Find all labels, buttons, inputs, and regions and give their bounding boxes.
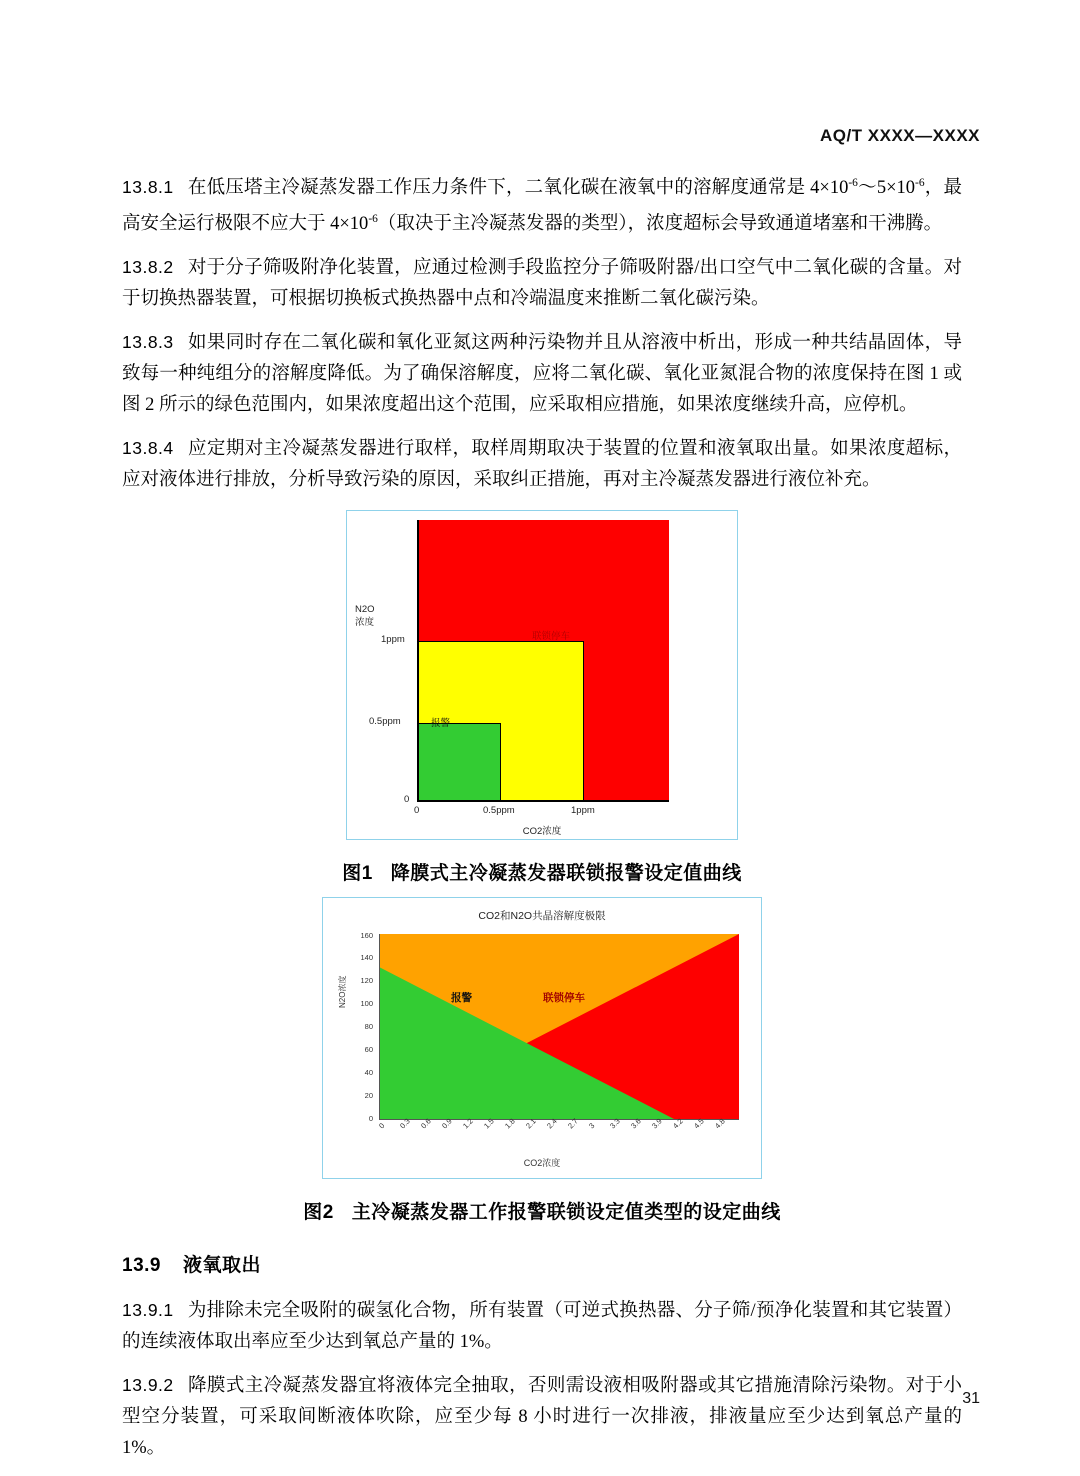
figure-2-x-tick-15: 1.5 xyxy=(482,1116,496,1131)
figure-2-x-tick-33: 3.3 xyxy=(608,1116,622,1131)
figure-2-y-tick-20: 20 xyxy=(364,1091,373,1101)
paragraph-13-9-2 xyxy=(122,1370,962,1464)
figure-1-caption-text: 降膜式主冷凝蒸发器联锁报警设定值曲线 xyxy=(390,863,742,885)
paragraph-text: 对于分子筛吸附净化装置，应通过检测手段监控分子筛吸附器/出口空气中二氧化碳的含量。对于切换热器装置，可根据切换板式换热器中点和冷端温度来推断二氧化碳污染。 xyxy=(122,258,962,310)
figure-2-caption-text: 主冷凝蒸发器工作报警联锁设定值类型的设定曲线 xyxy=(351,1202,781,1224)
paragraph-number: 13.8.1 xyxy=(122,177,174,198)
figure-1-x-axis xyxy=(417,800,669,802)
document-body xyxy=(122,168,962,1476)
figure-1-region-safe xyxy=(417,723,501,801)
paragraph-number: 13.8.2 xyxy=(122,257,174,278)
figure-2-x-tick-3: 3 xyxy=(587,1121,597,1131)
figure-2-x-tick-27: 2.7 xyxy=(566,1116,580,1131)
figure-2-wrapper xyxy=(122,897,962,1179)
figure-1-y-axis xyxy=(417,520,419,801)
figure-2-region-safe xyxy=(379,967,674,1119)
figure-1-plot-area xyxy=(417,520,669,801)
figure-1-y-tick-1ppm: 1ppm xyxy=(381,634,405,646)
paragraph-13-8-2 xyxy=(122,252,962,315)
figure-2-x-tick-42: 4.2 xyxy=(671,1116,685,1131)
figure-2-x-tick-03: 0.3 xyxy=(398,1116,412,1131)
paragraph-13-8-3 xyxy=(122,327,962,421)
figure-2-x-tick-09: 0.9 xyxy=(440,1116,454,1131)
figure-2-x-tick-24: 2.4 xyxy=(545,1116,559,1131)
figure-2-x-tick-36: 3.6 xyxy=(629,1116,643,1131)
figure-2-x-tick-45: 4.5 xyxy=(692,1116,706,1131)
figure-2-x-tick-18: 1.8 xyxy=(503,1116,517,1131)
page-number: 31 xyxy=(962,1390,980,1407)
figure-2-x-tick-21: 2.1 xyxy=(524,1116,538,1131)
figure-2-chart-title: CO2和N2O共晶溶解度极限 xyxy=(478,910,606,923)
paragraph-text: 在低压塔主冷凝蒸发器工作压力条件下，二氧化碳在液氧中的溶解度通常是 $4\times 10^{-6}\sim 5\times 10^{-6}$，最高安全运行极限不应大于 $4\times 10^{-6}$（取决于主冷凝蒸发器的类型），浓度超标会导致通道堵塞和干沸腾。 xyxy=(122,177,962,235)
figure-2-y-tick-0: 0 xyxy=(368,1114,373,1124)
paragraph-number: 13.9.2 xyxy=(122,1375,174,1396)
figure-2-x-tick-06: 0.6 xyxy=(419,1116,433,1131)
section-heading-13-9 xyxy=(122,1250,962,1277)
figure-2-y-tick-140: 140 xyxy=(360,953,373,963)
figure-2-x-tick-0: 0 xyxy=(377,1121,387,1131)
figure-2-chart xyxy=(322,897,762,1179)
paragraph-13-8-4 xyxy=(122,433,962,496)
figure-2-label-alarm: 报警 xyxy=(451,992,472,1005)
paragraph-13-9-1 xyxy=(122,1295,962,1358)
paragraph-text: 降膜式主冷凝蒸发器宜将液体完全抽取，否则需设液相吸附器或其它措施清除污染物。对于小型空分装置，可采取间断液体吹除，应至少每 8 小时进行一次排液，排液量应至少达到氧总产量的 1%。 xyxy=(122,1376,962,1459)
figure-2-x-tick-12: 1.2 xyxy=(461,1116,475,1131)
figure-2-y-tick-120: 120 xyxy=(360,976,373,986)
paragraph-number: 13.8.3 xyxy=(122,332,174,353)
figure-2-x-axis-title: CO2浓度 xyxy=(523,1158,561,1169)
figure-2-y-axis xyxy=(379,934,380,1119)
figure-2-caption-number: 图2 xyxy=(303,1202,334,1224)
section-number: 13.9 xyxy=(122,1255,161,1277)
paragraph-text: 为排除未完全吸附的碳氢化合物，所有装置（可逆式换热器、分子筛/预净化装置和其它装置）的连续液体取出率应至少达到氧总产量的 1%。 xyxy=(122,1301,962,1353)
figure-1-x-axis-title: CO2浓度 xyxy=(522,826,562,838)
figure-2-label-trip: 联锁停车 xyxy=(543,992,585,1005)
figure-1-y-tick-0: 0 xyxy=(404,794,410,806)
figure-1-caption-number: 图1 xyxy=(342,863,373,885)
figure-2-plot-area xyxy=(379,934,739,1119)
figure-1-chart xyxy=(346,510,738,840)
paragraph-text: 如果同时存在二氧化碳和氧化亚氮这两种污染物并且从溶液中析出，形成一种共结晶固体，导致每一种纯组分的溶解度降低。为了确保溶解度，应将二氧化碳、氧化亚氮混合物的浓度保持在图 1 或图 2 所示的绿色范围内，如果浓度超出这个范围，应采取相应措施，如果浓度继续升高，应停机。 xyxy=(122,333,962,416)
figure-1-wrapper xyxy=(122,510,962,840)
figure-1-y-tick-05ppm: 0.5ppm xyxy=(369,716,401,728)
figure-1-y-axis-title: N2O 浓度 xyxy=(355,604,375,629)
section-title: 液氧取出 xyxy=(182,1255,261,1277)
figure-2-x-axis xyxy=(379,1119,739,1120)
figure-2-caption xyxy=(122,1197,962,1224)
paragraph-text: 应定期对主冷凝蒸发器进行取样，取样周期取决于装置的位置和液氧取出量。如果浓度超标，应对液体进行排放，分析导致污染的原因，采取纠正措施，再对主冷凝蒸发器进行液位补充。 xyxy=(122,439,962,491)
figure-2-y-tick-60: 60 xyxy=(364,1045,373,1055)
figure-2-y-axis-title: N2O浓度 xyxy=(338,975,347,1009)
paragraph-number: 13.8.4 xyxy=(122,438,174,459)
figure-2-y-tick-80: 80 xyxy=(364,1022,373,1032)
figure-1-x-tick-1ppm: 1ppm xyxy=(571,805,595,817)
figure-1-x-tick-0: 0 xyxy=(414,805,420,817)
figure-2-y-tick-40: 40 xyxy=(364,1068,373,1078)
figure-2-x-tick-39: 3.9 xyxy=(650,1116,664,1131)
figure-1-label-alarm: 报警 xyxy=(431,718,451,730)
paragraph-13-8-1 xyxy=(122,168,962,240)
figure-1-caption xyxy=(122,858,962,885)
figure-1-x-tick-05ppm: 0.5ppm xyxy=(483,805,515,817)
paragraph-number: 13.9.1 xyxy=(122,1300,174,1321)
figure-2-y-tick-100: 100 xyxy=(360,999,373,1009)
figure-2-x-tick-48: 4.8 xyxy=(713,1116,727,1131)
figure-1-label-trip: 联锁停车 xyxy=(532,631,571,643)
figure-2-y-tick-160: 160 xyxy=(360,931,373,941)
page-header: AQ/T XXXX—XXXX xyxy=(819,126,980,145)
